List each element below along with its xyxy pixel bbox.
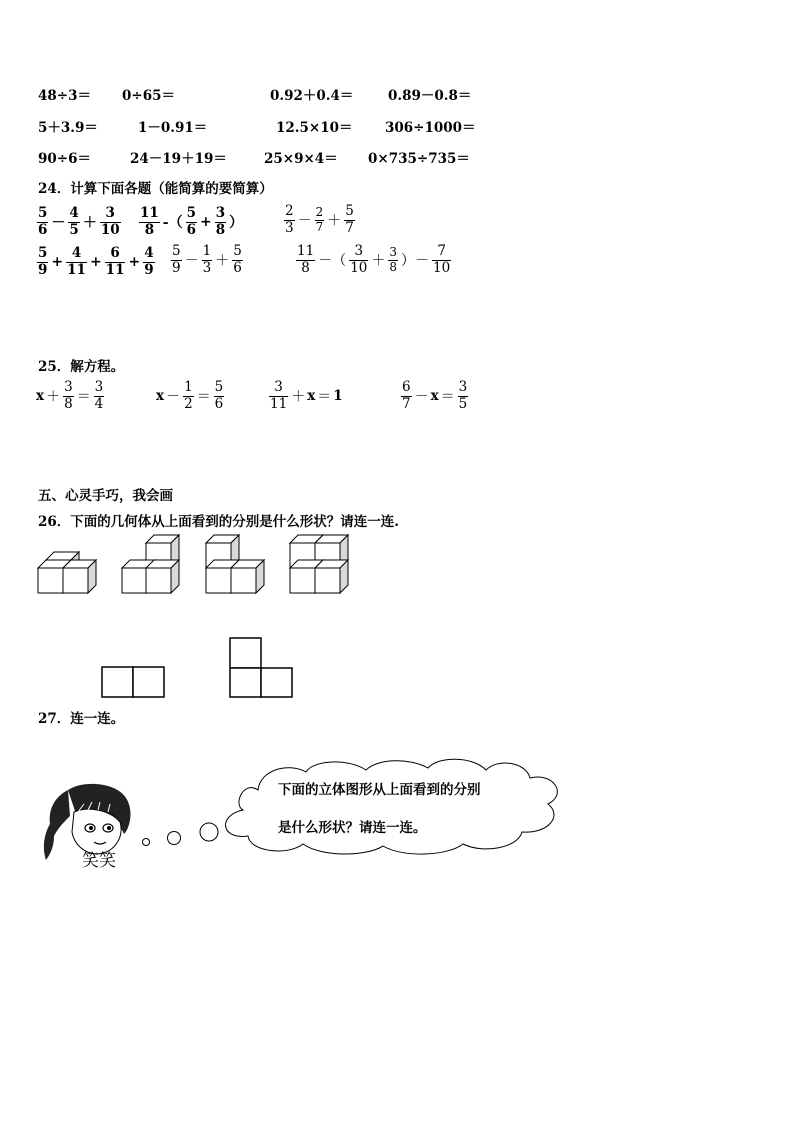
cube-figure-4[interactable] (290, 535, 348, 593)
q24-expr-1: $\frac{5}{6}$ － $\frac{4}{5}$ ＋ $\frac{3}{10}$ (38, 205, 120, 238)
q26-title: 26．下面的几何体从上面看到的分别是什么形状？请连一连. (38, 514, 399, 530)
oral-item: 0.89－0.8＝ (388, 88, 472, 104)
oral-item: 306÷1000＝ (385, 120, 476, 136)
oral-item: 24－19＋19＝ (130, 151, 227, 167)
q25-title: 25．解方程。 (38, 359, 125, 375)
q24-expr-2: $\frac{11}{8}$ -（ $\frac{5}{6}$ + $\frac{3}{8}$ ） (140, 205, 244, 238)
speech-line-2: 是什么形状？请连一连。 (278, 820, 427, 836)
q27-title: 27．连一连。 (38, 711, 125, 727)
q24-expr-5: $\frac{5}{9}$ － $\frac{1}{3}$ ＋ $\frac{5}{6}$ (172, 243, 242, 276)
cube-figure-1[interactable] (38, 552, 96, 593)
oral-item: 48÷3＝ (38, 88, 91, 104)
q25-eq-3: $\frac{3}{11}$ ＋ x ＝ 1 (270, 379, 343, 412)
q24-expr-6: $\frac{11}{8}$ －（ $\frac{3}{10}$ ＋ $\frac{3}{8}$ ）－ $\frac{7}{10}$ (297, 243, 451, 276)
oral-item: 12.5×10＝ (276, 120, 353, 136)
oral-item: 0×735÷735＝ (368, 151, 470, 167)
speech-line-1: 下面的立体图形从上面看到的分别 (278, 782, 481, 798)
q24-title: 24．计算下面各题（能简算的要简算） (38, 181, 273, 197)
section5-title: 五、心灵手巧，我会画 (38, 488, 173, 504)
top-view-2[interactable] (230, 638, 292, 697)
oral-item: 90÷6＝ (38, 151, 91, 167)
oral-item: 25×9×4＝ (264, 151, 338, 167)
top-view-1[interactable] (102, 667, 164, 697)
q24-expr-3: $\frac{2}{3}$ － $\frac{2}{7}$ ＋ $\frac{5}{7}$ (285, 203, 354, 236)
top-views (100, 636, 300, 700)
oral-item: 5＋3.9＝ (38, 120, 98, 136)
cube-figure-2[interactable] (122, 535, 179, 593)
q25-eq-4: $\frac{6}{7}$ － x ＝ $\frac{3}{5}$ (402, 379, 468, 412)
q24-expr-4: $\frac{5}{9}$ + $\frac{4}{11}$ + $\frac{6}{11}$ + $\frac{4}{9}$ (38, 245, 154, 278)
cube-figures (36, 530, 356, 596)
cube-figure-3[interactable] (206, 535, 264, 593)
q25-eq-2: x － $\frac{1}{2}$ ＝ $\frac{5}{6}$ (156, 379, 224, 412)
q25-eq-1: x ＋ $\frac{3}{8}$ ＝ $\frac{3}{4}$ (36, 379, 104, 412)
oral-item: 0.92＋0.4＝ (270, 88, 354, 104)
oral-item: 0÷65＝ (122, 88, 175, 104)
oral-item: 1－0.91＝ (138, 120, 208, 136)
thought-bubble (138, 760, 588, 860)
character-name: 笑笑 (82, 851, 116, 871)
